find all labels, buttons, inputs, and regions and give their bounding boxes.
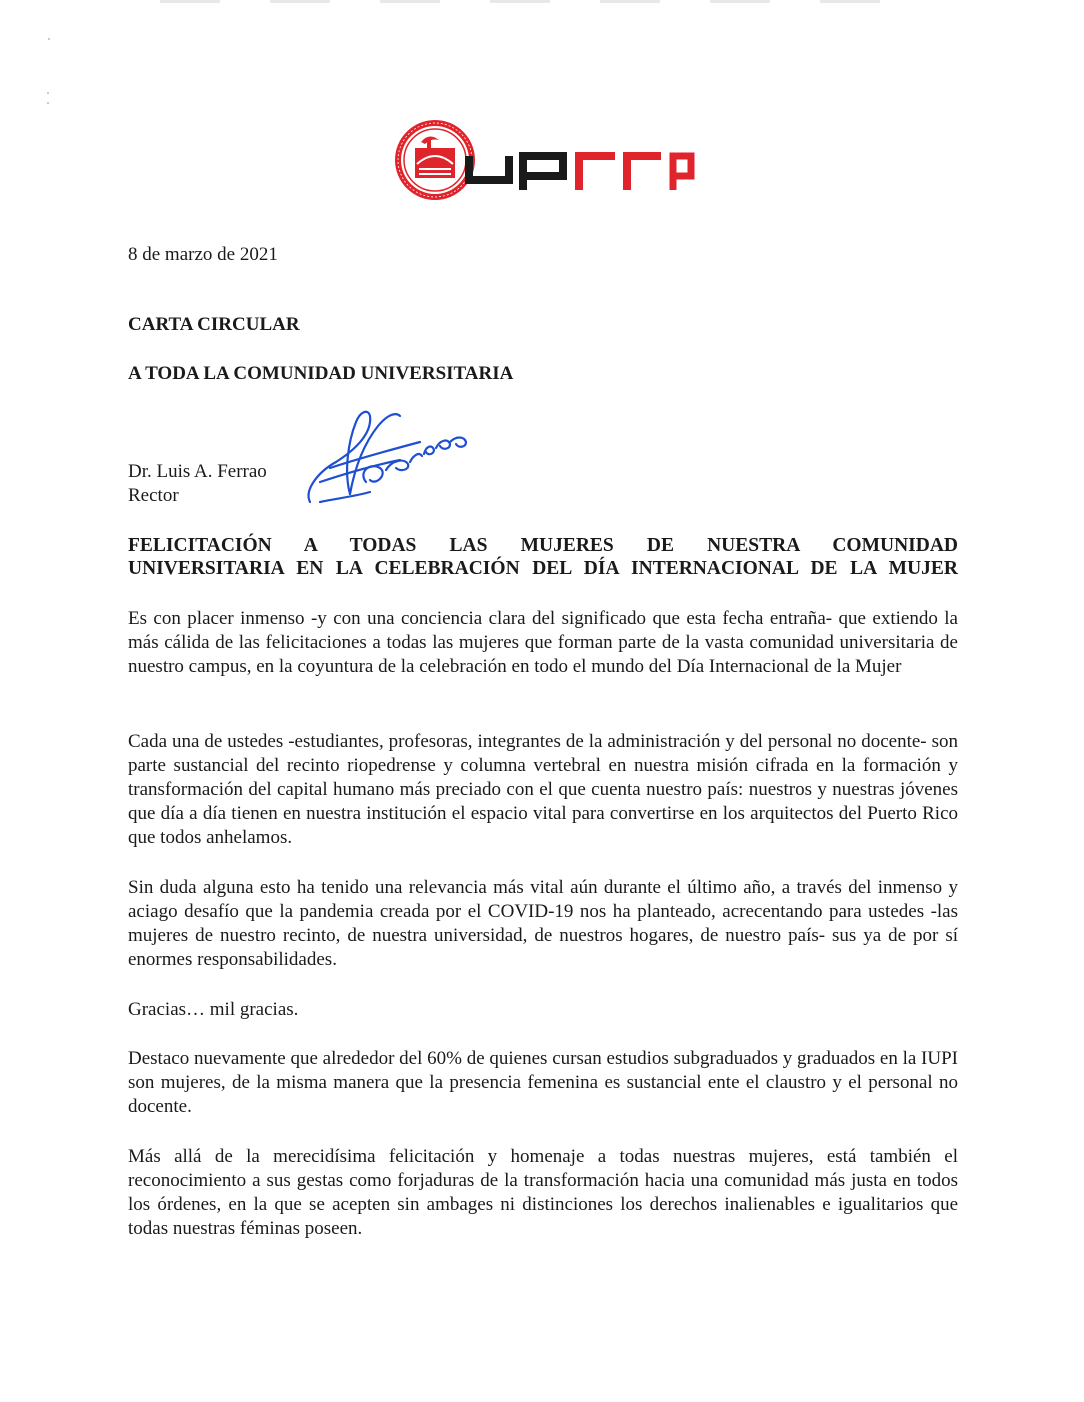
scan-speck: [47, 92, 49, 94]
scan-edge-artifact: [160, 0, 920, 3]
body-paragraph-6: Más allá de la merecidísima felicitación y homenaje a todas nuestras mujeres, está también el reconocimiento a sus gestas como forjaduras de la transformación hacia una comunidad más justa en todos los órdenes, en la que se acepten sin ambages ni distinciones los derechos inalienables e igualitarios que todas nuestras féminas poseen.: [128, 1146, 958, 1239]
letter-heading: CARTA CIRCULAR: [128, 314, 300, 335]
sender-name: Dr. Luis A. Ferrao: [128, 461, 267, 482]
handwritten-signature: [300, 402, 475, 512]
letter-title-line-2: UNIVERSITARIA EN LA CELEBRACIÓN DEL DÍA INTERNACIONAL DE LA MUJER: [128, 558, 958, 579]
uprrp-logo: [393, 118, 698, 202]
body-paragraph-5: Destaco nuevamente que alrededor del 60% de quienes cursan estudios subgraduados y graduados en la IUPI son mujeres, de la misma manera que la presencia femenina es sustancial ente el claustro y el personal no docente.: [128, 1048, 958, 1117]
letter-title-line-1: FELICITACIÓN A TODAS LAS MUJERES DE NUESTRA COMUNIDAD: [128, 535, 958, 556]
scan-speck: [47, 102, 49, 104]
scan-speck: [48, 38, 50, 40]
body-paragraph-2: Cada una de ustedes -estudiantes, profesoras, integrantes de la administración y del personal no docente- son parte sustancial del recinto riopedrense y columna vertebral en nuestra misión cifrada en la formación y transformación del capital humano más preciado con el que cuenta nuestro país: nuestros y nuestras jóvenes que día a día tienen en nuestra institución el espacio vital para convertirse en los arquitectos del Puerto Rico que todos anhelamos.: [128, 731, 958, 848]
letter-recipient: A TODA LA COMUNIDAD UNIVERSITARIA: [128, 363, 514, 384]
letter-date: 8 de marzo de 2021: [128, 244, 278, 265]
body-paragraph-4: Gracias… mil gracias.: [128, 999, 299, 1020]
letter-title: [128, 534, 958, 580]
body-paragraph-1: Es con placer inmenso -y con una conciencia clara del significado que esta fecha entraña- que extiendo la más cálida de las felicitaciones a todas las mujeres que forman parte de la vasta comunidad universitaria de nuestro campus, en la coyuntura de la celebración en todo el mundo del Día Internacional de la Mujer: [128, 608, 958, 677]
uprrp-wordmark-icon: [465, 146, 695, 190]
body-paragraph-3: Sin duda alguna esto ha tenido una relevancia más vital aún durante el último año, a través del inmenso y aciago desafío que la pandemia creada por el COVID-19 nos ha planteado, acrecentando para ustedes -las mujeres de nuestro recinto, de nuestra universidad, de nuestros hogares, de nuestro país- sus ya de por sí enormes responsabilidades.: [128, 877, 958, 970]
sender-title: Rector: [128, 485, 179, 506]
